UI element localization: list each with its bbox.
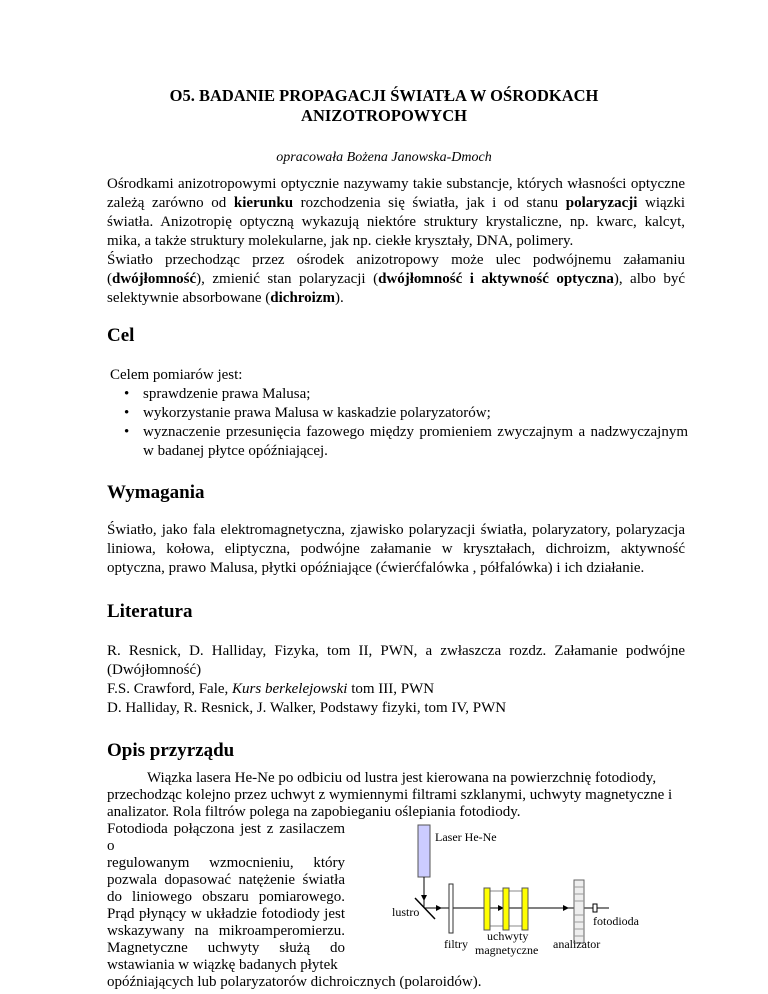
holders-label: uchwyty xyxy=(487,929,529,943)
magnetic-holder-icon xyxy=(522,888,528,930)
section-heading-wymagania: Wymagania xyxy=(107,482,205,503)
goal-list xyxy=(110,385,688,461)
reference: F.S. Crawford, Fale, Kurs berkelejowski tom III, PWN xyxy=(107,681,435,697)
cel-lead: Celem pomiarów jest: xyxy=(110,367,243,383)
text-line: regulowanym wzmocnieniu, który xyxy=(107,855,345,871)
photodiode-label: fotodioda xyxy=(593,914,639,928)
text-line: analizator. Rola filtrów polega na zapobieganiu oślepiania fotodiody. xyxy=(107,804,521,820)
text-line: przechodząc kolejno przez uchwyt z wymiennymi filtrami szklanymi, uchwyty magnetyczne i xyxy=(107,787,673,803)
list-item: • wykorzystanie prawa Malusa w kaskadzie polaryzatorów; xyxy=(110,404,688,423)
magnetic-holder-icon xyxy=(503,888,509,930)
section-heading-cel: Cel xyxy=(107,325,135,346)
holders-label: magnetyczne xyxy=(475,943,539,957)
laser-icon xyxy=(418,825,430,877)
reference: R. Resnick, D. Halliday, Fizyka, tom II, PWN, a zwłaszcza rozdz. Załamanie podwójne (Dwójłomność) xyxy=(107,643,685,678)
analyzer-icon xyxy=(574,880,584,943)
apparatus-diagram xyxy=(380,815,710,957)
text-line: wskazywany na mikroamperomierzu. xyxy=(107,923,345,939)
reference: D. Halliday, R. Resnick, J. Walker, Podstawy fizyki, tom IV, PWN xyxy=(107,700,507,716)
title-line: O5. BADANIE PROPAGACJI ŚWIATŁA W OŚRODKACH xyxy=(169,86,599,105)
arrow-icon xyxy=(421,895,427,901)
text-line: pozwala dopasować natężenie światła xyxy=(107,872,345,888)
arrow-icon xyxy=(436,905,442,911)
magnetic-holder-icon xyxy=(484,888,490,930)
wymagania-text: Światło, jako fala elektromagnetyczna, zjawisko polaryzacji światła, polaryzatory, polaryzacja liniowa, kołowa, eliptyczna, podwójne załamanie w kryształach, dichroizm, aktywność optyczna, prawo Malusa, płytki opóźniające (ćwierćfalówka , półfalówka) i ich działanie. xyxy=(107,522,685,576)
text-line: wstawiania w wiązkę badanych płytek xyxy=(107,957,338,973)
list-item: • wyznaczenie przesunięcia fazowego między promieniem zwyczajnym a nadzwyczajnym w badanej płytce opóźniającej. xyxy=(110,423,688,461)
text-line: Prąd płynący w układzie fotodiody jest xyxy=(107,906,345,922)
mirror-label: lustro xyxy=(392,905,420,919)
author: opracowała Bożena Janowska-Dmoch xyxy=(276,150,492,165)
analyzer-label: analizator xyxy=(553,937,601,951)
text-line: opóźniających lub polaryzatorów dichroicznych (polaroidów). xyxy=(107,974,482,990)
laser-label: Laser He-Ne xyxy=(435,830,497,844)
intro-paragraph: Ośrodkami anizotropowymi optycznie nazywamy takie substancje, których własności optyczne zależą zarówno od kierunku rozchodzenia się światła, jak i od stanu polaryzacji wiązki światła. Anizotropię optyczną wykazują niektóre struktury krystaliczne, np. kwarc, kalcyt, mika, a także struktury molekularne, jak np. ciekłe kryształy, DNA, polimery. Światło przechodząc przez ośrodek anizotropowy może ulec podwójnemu załamaniu (dwójłomność), zmienić stan polaryzacji (dwójłomność i aktywność optyczna), albo być selektywnie absorbowane (dichroizm). xyxy=(107,176,685,306)
literature-list xyxy=(107,642,685,718)
photodiode-icon xyxy=(593,904,597,912)
filter-icon xyxy=(449,884,453,933)
title-line: ANIZOTROPOWYCH xyxy=(301,106,467,125)
section-heading-opis: Opis przyrządu xyxy=(107,740,235,761)
text-line: do liniowego obszaru pomiarowego. xyxy=(107,889,345,905)
section-heading-literatura: Literatura xyxy=(107,601,193,622)
text-line: Wiązka lasera He-Ne po odbiciu od lustra jest kierowana na powierzchnię fotodiody, xyxy=(147,770,657,786)
text-line: Magnetyczne uchwyty służą do xyxy=(107,940,345,956)
filters-label: filtry xyxy=(444,937,468,951)
list-item: • sprawdzenie prawa Malusa; xyxy=(110,385,688,404)
text-line: Fotodioda połączona jest z zasilaczem o xyxy=(107,821,345,854)
arrow-icon xyxy=(563,905,569,911)
cel-section xyxy=(110,366,688,461)
document-title xyxy=(0,86,768,126)
